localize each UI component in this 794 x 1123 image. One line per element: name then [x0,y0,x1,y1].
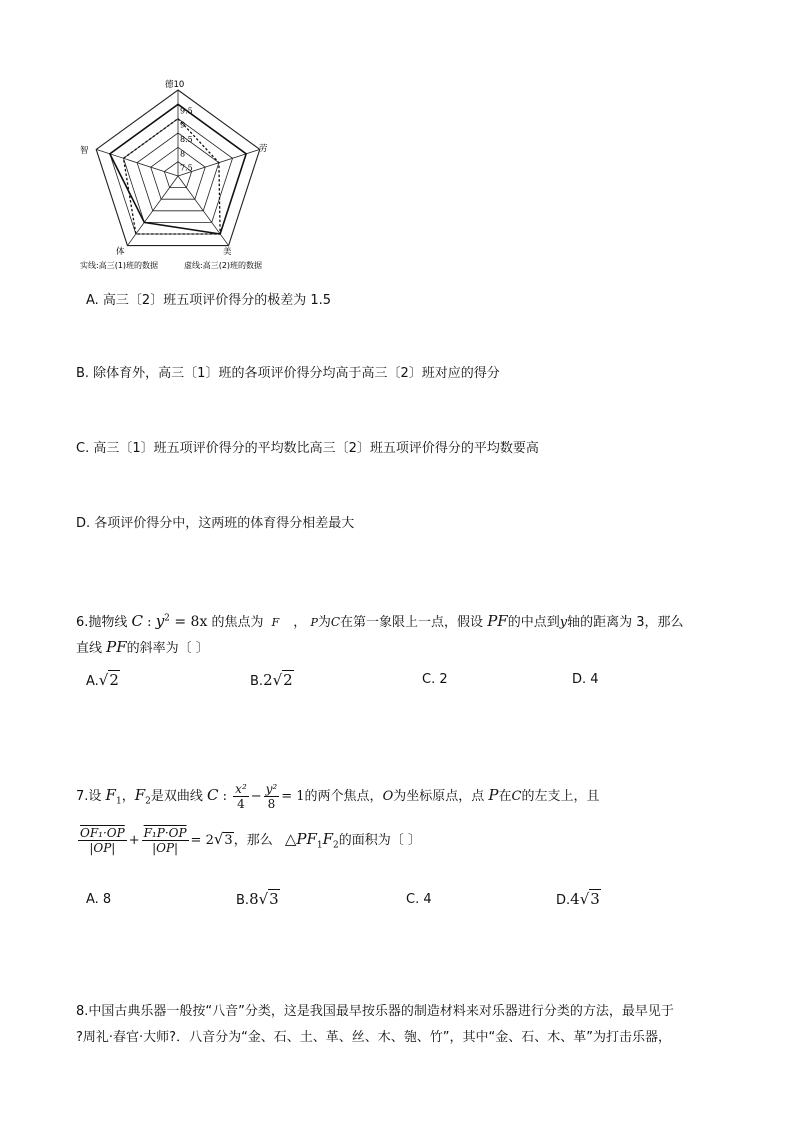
axis-label-lao: 劳 [259,144,268,154]
q7-frac-y2: y² [265,782,278,796]
radar-chart [78,76,288,272]
q6-option-a: A.√2 [86,671,119,689]
q7-text2: 的两个焦点， [304,789,383,804]
q6-P: P [310,616,318,629]
axis-label-ti: 体 [116,247,125,257]
q6-eq-rest: = 8x [169,614,208,630]
q7-triangle-sub2: 2 [333,840,339,851]
q7-line2: $\frac{\text{OF₁·OP}}{|OP|}$ + $\frac{\text{F₁P·OP}}{|OP|}$ = 2√3，那么 $\triangle PF_1F_2$的面积为〔 〕 [80,826,421,855]
q7-eq1: = 1 [281,789,305,804]
q6-eq-exp: 2 [164,613,170,624]
q6-text1: 的焦点为 [211,615,264,630]
q7-option-d-label: D. [556,893,571,908]
q7-option-d-coef: 4 [570,890,580,908]
q7-C-2: C [511,789,522,804]
q6-curve: C [131,612,144,630]
radar-ring-label: 9.5 [180,106,193,116]
q7-eq2: = 2 [190,833,214,848]
q6-text3: 在第一象限上一点，假设 [340,615,484,630]
q8-line1: 8.中国古典乐器一般按“八音”分类，这是我国最早按乐器的制造材料来对乐器进行分类的方法，最早见于 [76,1004,674,1019]
q7-option-b-label: B. [236,893,250,908]
q7-O: O [382,789,394,804]
q7-text4: 在 [498,789,512,804]
q6-yaxis: y [559,615,568,630]
q6-option-b-coef: 2 [263,671,273,689]
q8-line2: ?周礼·春官·大师?．八音分为“金、石、土、革、丝、木、匏、竹”，其中“金、石、木、革”为打击乐器， [76,1030,672,1045]
q7-text5: 的左支上，且 [521,789,600,804]
radar-ring-label: 8.5 [180,135,193,144]
q6-PF: PF [487,612,508,630]
q5-option-c: C. 高三〔1〕班五项评价得分的平均数比高三〔2〕班五项评价得分的平均数要高 [76,441,539,456]
q5-option-d: D. 各项评价得分中，这两班的体育得分相差最大 [76,516,355,531]
radar-spoke [96,149,178,176]
q6-option-d: D. 4 [572,672,599,687]
q7-F1: F [105,786,116,804]
class2-dashed-polygon [123,119,220,234]
q7-F2: F [134,786,146,804]
q7-F2-sub: 2 [145,796,151,807]
q7-colon: : [218,789,232,804]
q6-text5: 轴的距离为 3，那么 [567,615,684,630]
q6-line1 [76,611,684,630]
q7-frac2-den: |OP| [152,841,179,855]
q7-option-b-coef: 8 [249,890,259,908]
q7-triangle-F: F [322,830,334,848]
q7-option-d-radicand: 3 [590,890,600,908]
q7-option-c: C. 4 [406,892,432,907]
q7-frac1-den: |OP| [89,841,116,855]
q7-text1: 是双曲线 [150,789,203,804]
q6-line2-text1: 直线 [76,641,103,656]
radar-ring-labels [180,106,193,172]
q6-colon: : [143,615,156,630]
q6-text4: 的中点到 [507,615,560,630]
q7-F1-sub: 1 [115,796,122,807]
q6-line2-text2: 的斜率为〔 〕 [126,641,209,656]
q7-frac-x2: x² [235,782,247,796]
q7-option-b-radicand: 3 [269,890,279,908]
q7-text7: 的面积为〔 〕 [338,833,421,848]
q6-option-c: C. 2 [422,672,448,687]
axis-label-mei: 美 [223,247,232,257]
q6-option-b-label: B. [250,674,264,689]
q7-sep: ， [121,789,135,804]
legend-dashed: 虚线:高三(2)班的数据 [184,261,263,270]
q7-line1 [76,780,599,817]
q7-plus: + [128,833,140,848]
radar-ring-label: 9 [180,120,186,130]
q5-option-a: A. 高三〔2〕班五项评价得分的极差为 1.5 [86,293,332,308]
q6-option-a-label: A. [86,674,99,689]
q7-frac-4: 4 [237,797,245,811]
q6-eq-y: y [155,612,165,630]
q7-frac2-num: F₁P·OP [143,826,187,840]
q7-P: P [488,786,499,804]
q7-text3: 为坐标原点，点 [393,789,485,804]
q7-option-d: D.4√3 [556,890,600,908]
q7-option-b: B.8√3 [236,890,279,908]
q6-text2: 为 [317,615,331,630]
legend-solid: 实线:高三(1)班的数据 [80,261,159,270]
q6-comma: ， [293,615,307,630]
radar-ring-label: 7.5 [180,163,193,173]
q7-frac1-num: OF₁·OP [80,826,125,840]
q7-text6: ，那么 [233,833,273,848]
q6-C: C [330,615,341,629]
axis-label-de: 德10 [165,80,185,90]
q7-triangle: △PF [284,830,317,848]
radar-ring-label: 8 [180,149,186,159]
q6-option-b: B.2√2 [250,671,293,689]
q7-number: 7.设 [76,789,102,804]
axis-label-zhi: 智 [80,146,89,156]
q7-frac-8: 8 [267,797,276,811]
q6-PF-2: PF [106,638,127,656]
q7-C: C [207,786,219,804]
q6-line2 [76,637,209,656]
q7-triangle-sub1: 1 [316,840,323,851]
q6-F: F [271,616,280,629]
q7-option-a: A. 8 [86,892,112,907]
q7-rad3: 3 [224,833,233,848]
q6-number: 6.抛物线 [76,615,128,630]
q6-option-a-radicand: 2 [109,671,119,689]
q5-option-b: B. 除体育外，高三〔1〕班的各项评价得分均高于高三〔2〕班对应的得分 [76,366,500,381]
q6-option-b-radicand: 2 [283,671,293,689]
q7-minus: − [250,789,262,804]
